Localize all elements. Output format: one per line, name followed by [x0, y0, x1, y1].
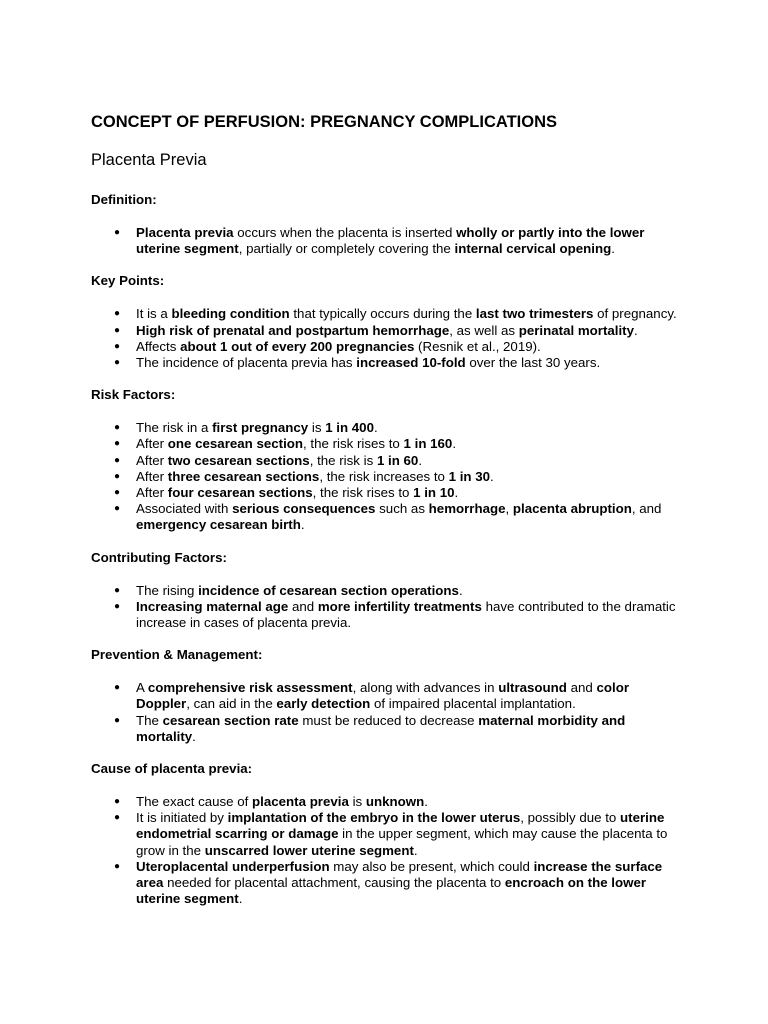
bold-text: color Doppler [136, 680, 630, 712]
text-run: and [288, 598, 318, 614]
text-run: . [418, 452, 423, 468]
text-run: is [348, 794, 366, 810]
text-run: . [611, 241, 615, 257]
bold-text: 1 in 30 [448, 468, 491, 484]
text-run: The incidence of placenta previa has [136, 355, 357, 371]
list-item [136, 323, 678, 339]
bold-text: ultrasound [498, 680, 567, 696]
bullet-list [91, 420, 678, 533]
bold-text: 1 in 60 [376, 452, 419, 468]
text-run: Associated with [136, 501, 233, 517]
bold-text: 1 in 400 [325, 420, 374, 436]
bold-text: last two trimesters [475, 306, 594, 322]
list-item [136, 859, 678, 908]
text-run: . [424, 794, 428, 810]
list-item [136, 680, 678, 712]
text-run: After [136, 452, 168, 468]
text-run: . [452, 436, 457, 452]
bold-text: one cesarean section [167, 436, 304, 452]
bold-text: internal cervical opening [454, 241, 612, 257]
bold-text: Uteroplacental underperfusion [136, 858, 330, 874]
text-run: After [136, 485, 168, 501]
bullet-list [91, 680, 678, 745]
list-item [136, 583, 678, 599]
section-heading: Risk Factors: [91, 387, 176, 403]
text-run: may also be present, which could [329, 858, 534, 874]
list-item [136, 339, 678, 355]
bold-text: cesarean section rate [162, 712, 299, 728]
section-heading: Definition: [91, 192, 157, 207]
bullet-list [91, 583, 678, 632]
list-item [136, 501, 678, 533]
section-heading: Prevention & Management: [91, 647, 263, 663]
text-run: , the risk increases to [319, 468, 449, 484]
list-item [136, 436, 678, 452]
text-run: , possibly due to [520, 810, 621, 826]
text-run: , along with advances in [352, 680, 499, 696]
section-heading: Key Points: [91, 273, 165, 289]
text-run: , can aid in the [186, 696, 277, 712]
bold-text: placenta abruption [512, 501, 632, 517]
text-run: , the risk rises to [312, 485, 414, 501]
text-run: , partially or completely covering the [238, 241, 455, 257]
text-run: . [454, 485, 459, 501]
text-run: . [300, 517, 305, 533]
text-run: , as well as [449, 322, 519, 338]
list-item [136, 453, 678, 469]
text-run: . [238, 891, 243, 907]
section-heading: Cause of placenta previa: [91, 761, 253, 777]
bold-text: increase the surface area [136, 858, 663, 891]
list-item [136, 810, 678, 859]
bold-text: High risk of prenatal and postpartum hemorrhage [136, 322, 450, 338]
document-title: CONCEPT OF PERFUSION: PREGNANCY COMPLICATIONS [91, 113, 557, 131]
list-item [136, 355, 678, 371]
bold-text: 1 in 160 [403, 436, 453, 452]
bold-text: uterine endometrial scarring or damage [136, 810, 665, 842]
text-run: needed for placental attachment, causing the placenta to [163, 875, 505, 891]
list-item [136, 420, 678, 436]
bold-text: hemorrhage [428, 501, 506, 517]
bold-text: four cesarean sections [167, 485, 313, 501]
text-run: . [373, 420, 378, 436]
bold-text: incidence of cesarean section operations [198, 582, 459, 598]
bullet-list [91, 306, 678, 371]
bold-text: Increasing maternal age [136, 598, 289, 614]
list-item [136, 469, 678, 485]
bold-text: unknown [365, 794, 425, 810]
bold-text: more infertility treatments [317, 598, 482, 614]
text-run: The exact cause of [136, 794, 253, 810]
section-heading: Contributing Factors: [91, 549, 227, 565]
text-run: . [490, 468, 494, 484]
text-run: . [634, 322, 638, 338]
bold-text: increased 10-fold [356, 355, 466, 371]
bold-text: Placenta previa [136, 225, 234, 240]
text-run: . [413, 842, 418, 858]
text-run: such as [375, 501, 429, 517]
text-run: After [136, 468, 168, 484]
bold-text: first pregnancy [212, 420, 309, 436]
list-item [136, 599, 678, 631]
bold-text: perinatal mortality [518, 322, 635, 338]
text-run: After [136, 436, 168, 452]
text-run: is [308, 420, 326, 436]
bold-text: placenta previa [252, 794, 349, 810]
bold-text: serious consequences [232, 501, 376, 517]
text-run: Affects [136, 338, 181, 354]
document-subtitle: Placenta Previa [91, 151, 207, 169]
list-item [136, 713, 678, 745]
text-run: , the risk is [309, 452, 377, 468]
bold-text: maternal morbidity and mortality [136, 712, 626, 744]
text-run: (Resnik et al., 2019). [414, 338, 541, 354]
text-run: , the risk rises to [303, 436, 404, 452]
bold-text: implantation of the embryo in the lower uterus [227, 810, 521, 826]
text-run: of pregnancy. [593, 306, 677, 322]
bold-text: wholly or partly into the lower uterine segment [136, 225, 645, 257]
list-item [136, 306, 678, 322]
text-run: . [458, 582, 463, 598]
text-run: The risk in a [136, 420, 213, 436]
bold-text: 1 in 10 [413, 485, 455, 501]
bold-text: bleeding condition [171, 306, 290, 322]
bold-text: three cesarean sections [167, 468, 320, 484]
text-run: A [136, 680, 148, 696]
text-run: The [136, 712, 163, 728]
text-run: . [192, 728, 196, 744]
bullet-list [91, 225, 678, 257]
text-run: and [566, 680, 597, 696]
bold-text: unscarred lower uterine segment [204, 842, 414, 858]
text-run: over the last 30 years. [465, 355, 601, 371]
bold-text: comprehensive risk assessment [147, 680, 353, 696]
text-run: in the upper segment, which may cause the placenta to grow in the [136, 826, 668, 858]
text-run: of impaired placental implantation. [370, 696, 576, 712]
bullet-list [91, 794, 678, 907]
list-item [136, 225, 678, 257]
bold-text: encroach on the lower uterine segment [136, 875, 647, 907]
sections-container [91, 192, 678, 907]
text-run: that typically occurs during the [289, 306, 476, 322]
bold-text: early detection [276, 696, 371, 712]
text-run: It is initiated by [136, 810, 228, 826]
text-run: , and [631, 501, 662, 517]
text-run: have contributed to the dramatic increase in cases of placenta previa. [136, 598, 676, 631]
text-run: occurs when the placenta is inserted [233, 225, 457, 240]
bold-text: emergency cesarean birth [136, 517, 301, 533]
bold-text: two cesarean sections [167, 452, 310, 468]
text-run: , [505, 501, 513, 517]
list-item [136, 794, 678, 810]
text-run: must be reduced to decrease [298, 712, 479, 728]
list-item [136, 485, 678, 501]
bold-text: about 1 out of every 200 pregnancies [180, 338, 415, 354]
text-run: It is a [136, 306, 172, 322]
text-run: The rising [136, 582, 199, 598]
